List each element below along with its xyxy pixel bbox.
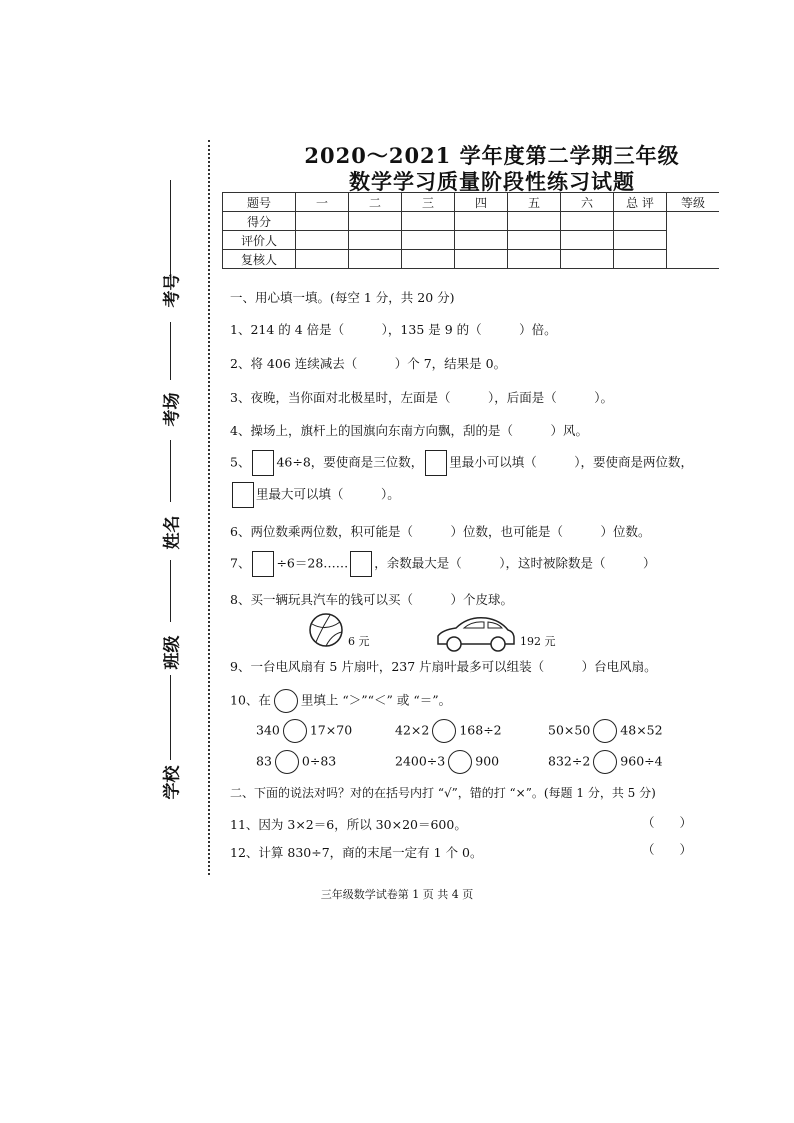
exam-room-field <box>150 322 190 432</box>
comparison-item: 832÷2 960÷4 <box>548 750 663 774</box>
blank-box <box>350 551 372 577</box>
question-7: 7、 ÷6＝28…… ，余数最大是（ ），这时被除数是（ ） <box>230 551 656 577</box>
compare-circle <box>274 689 298 713</box>
compare-circle <box>448 750 472 774</box>
compare-circle <box>593 719 617 743</box>
question-4: 4、操场上，旗杆上的国旗向东南方向飘，刮的是（ ）风。 <box>230 423 588 438</box>
exam-number-label: 考号 <box>162 273 183 308</box>
compare-circle <box>593 750 617 774</box>
score-row-label: 评价人 <box>223 231 296 250</box>
answer-parens: （ ） <box>642 815 693 830</box>
page-title-line2: 数学学习质量阶段性练习试题 <box>349 169 635 194</box>
compare-circle <box>275 750 299 774</box>
binding-dotted-line <box>208 140 210 875</box>
name-field <box>150 440 190 550</box>
school-label: 学校 <box>162 765 183 800</box>
score-header-cell: 五 <box>508 193 561 212</box>
question-5-line2: 里最大可以填（ ）。 <box>230 482 400 508</box>
page-title-line1: 2020～2021 学年度第二学期三年级 <box>304 143 680 168</box>
score-header-cell: 题号 <box>223 193 296 212</box>
score-row-label: 复核人 <box>223 250 296 269</box>
exam-number-field <box>150 180 190 310</box>
blank-box <box>425 450 447 476</box>
question-1: 1、214 的 4 倍是（ ），135 是 9 的（ ）倍。 <box>230 322 557 337</box>
compare-circle <box>432 719 456 743</box>
exam-room-label: 考场 <box>162 392 183 427</box>
question-8: 8、买一辆玩具汽车的钱可以买（ ）个皮球。 <box>230 592 513 607</box>
question-11: 11、因为 3×2＝6，所以 30×20＝600。 <box>230 817 467 832</box>
toy-car-icon <box>434 614 518 654</box>
question-5: 5、 46÷8，要使商是三位数， 里最小可以填（ ），要使商是两位数， <box>230 450 693 476</box>
score-header-cell: 四 <box>455 193 508 212</box>
car-price: 192 元 <box>520 635 556 648</box>
question-6: 6、两位数乘两位数，积可能是（ ）位数，也可能是（ ）位数。 <box>230 524 651 539</box>
score-header-cell: 三 <box>402 193 455 212</box>
score-header-cell: 一 <box>296 193 349 212</box>
blank-box <box>252 551 274 577</box>
comparison-item: 42×2 168÷2 <box>395 719 502 743</box>
question-10: 10、在 里填上 “＞”“＜” 或 “＝”。 <box>230 689 451 713</box>
ball-icon <box>308 612 344 648</box>
score-table-header-row <box>223 193 720 212</box>
answer-parens: （ ） <box>642 842 693 857</box>
question-2: 2、将 406 连续减去（ ）个 7，结果是 0。 <box>230 356 507 371</box>
question-12: 12、计算 830÷7，商的末尾一定有 1 个 0。 <box>230 845 483 860</box>
score-header-cell: 六 <box>561 193 614 212</box>
comparison-item: 2400÷3 900 <box>395 750 499 774</box>
page-footer: 三年级数学试卷第 1 页 共 4 页 <box>320 888 474 901</box>
class-field <box>150 560 190 670</box>
ball-price: 6 元 <box>348 635 370 648</box>
question-9: 9、一台电风扇有 5 片扇叶，237 片扇叶最多可以组装（ ）台电风扇。 <box>230 659 657 674</box>
score-row-label: 得分 <box>223 212 296 231</box>
class-label: 班级 <box>162 635 183 670</box>
score-header-cell: 等级 <box>667 193 720 212</box>
blank-box <box>232 482 254 508</box>
comparison-item: 83 0÷83 <box>256 750 336 774</box>
blank-box <box>252 450 274 476</box>
comparison-item: 50×50 48×52 <box>548 719 663 743</box>
name-label: 姓名 <box>162 515 183 550</box>
school-field <box>150 675 190 800</box>
comparison-item: 340 17×70 <box>256 719 352 743</box>
score-table <box>222 192 719 269</box>
section1-heading: 一、用心填一填。(每空 1 分，共 20 分) <box>230 290 455 305</box>
section2-heading: 二、下面的说法对吗？对的在括号内打 “√”，错的打 “×”。(每题 1 分，共 5 分) <box>230 786 656 800</box>
score-header-cell: 二 <box>349 193 402 212</box>
score-header-cell: 总 评 <box>614 193 667 212</box>
question-3: 3、夜晚，当你面对北极星时，左面是（ ），后面是（ ）。 <box>230 390 613 405</box>
compare-circle <box>283 719 307 743</box>
